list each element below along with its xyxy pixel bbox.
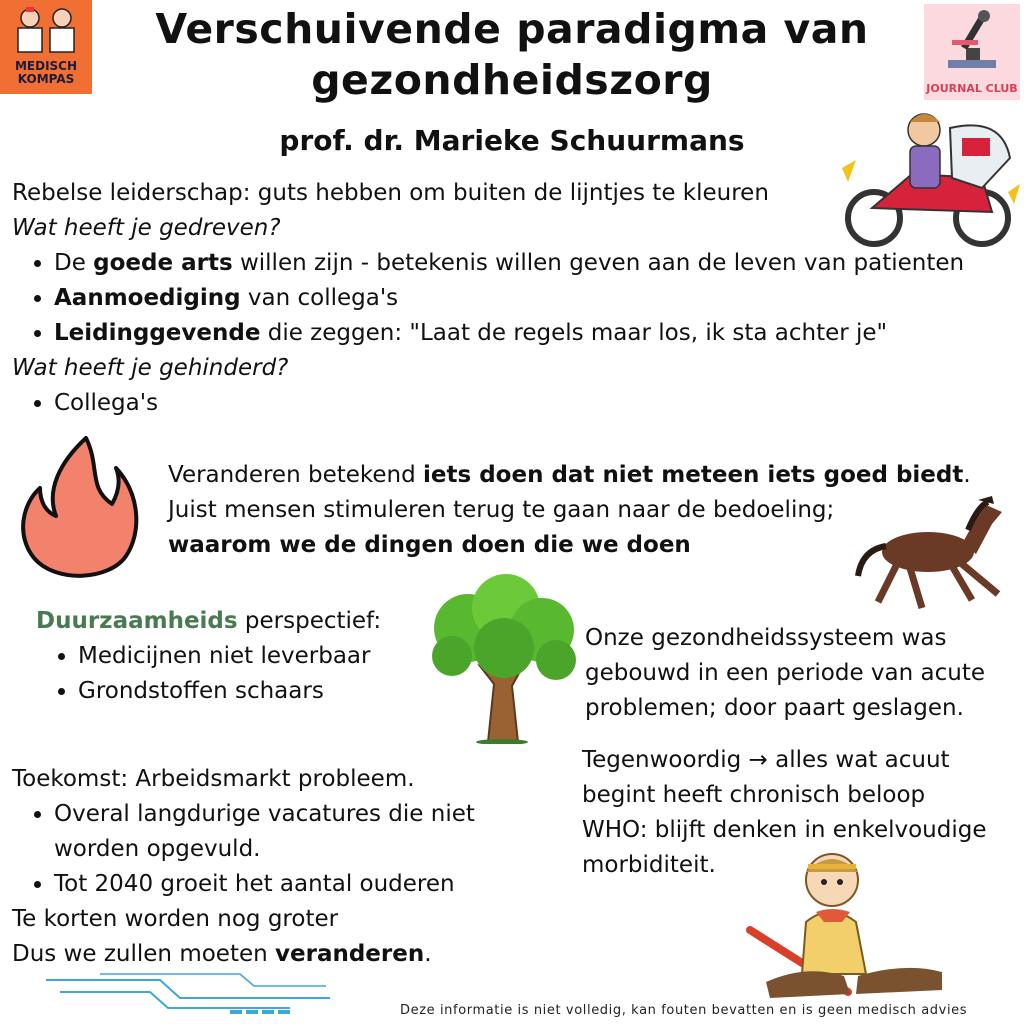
leadership-section xyxy=(12,176,964,421)
change-line-3 xyxy=(168,528,971,563)
sustainability-item: • Grondstoffen schaars xyxy=(78,674,381,709)
sustainability-list xyxy=(36,639,381,709)
hindered-question: Wat heeft je gehinderd? xyxy=(12,355,289,381)
system-section xyxy=(585,621,985,726)
logo-left-line1: MEDISCH xyxy=(14,59,78,73)
page-title xyxy=(110,4,914,106)
driven-item-post: van collega's xyxy=(240,285,399,311)
monkey-king-illustration xyxy=(746,842,952,1002)
change-line-2: Juist mensen stimuleren terug te gaan naar de bedoeling; xyxy=(168,497,835,523)
driven-item xyxy=(54,281,964,316)
hindered-item: • Collega's xyxy=(54,386,964,421)
future-change-post: . xyxy=(424,941,432,967)
title-line-1: Verschuivende paradigma van xyxy=(155,5,869,53)
tree-illustration xyxy=(422,574,582,744)
future-section xyxy=(12,762,475,972)
flame-icon xyxy=(16,432,140,586)
logo-left-line2: KOMPAS xyxy=(17,72,75,86)
sustainability-item: • Medicijnen niet leverbaar xyxy=(78,639,381,674)
driven-item xyxy=(54,246,964,281)
leadership-intro: Rebelse leiderschap: guts hebben om buiten de lijntjes te kleuren xyxy=(12,180,769,206)
future-item xyxy=(54,797,475,867)
title-line-2: gezondheidszorg xyxy=(311,56,713,104)
change-line-1-bold: iets doen dat niet meteen iets goed biedt xyxy=(423,462,964,488)
hindered-list xyxy=(12,386,964,421)
medisch-kompas-logo xyxy=(0,0,92,94)
change-section xyxy=(168,458,971,563)
sustainability-heading xyxy=(36,604,381,639)
future-item-line: worden opgevuld. xyxy=(54,836,261,862)
circuit-decoration xyxy=(40,968,336,1020)
future-change xyxy=(12,937,475,972)
change-line-1-post: . xyxy=(963,462,971,488)
driven-item xyxy=(54,316,964,351)
sustainability-section xyxy=(36,604,381,709)
future-cuts: Te korten worden nog groter xyxy=(12,906,339,932)
logo-right-text: JOURNAL CLUB xyxy=(926,82,1018,95)
change-line-1 xyxy=(168,458,971,493)
sustainability-word: Duurzaamheids xyxy=(36,608,238,634)
nowadays-line: morbiditeit. xyxy=(582,852,716,878)
future-change-bold: veranderen xyxy=(275,941,425,967)
driven-item-bold: Aanmoediging xyxy=(54,285,241,311)
nowadays-line: begint heeft chronisch beloop xyxy=(582,782,926,808)
future-item: • Tot 2040 groeit het aantal ouderen xyxy=(54,867,475,902)
doctors-icon xyxy=(10,6,82,56)
driven-item-post: die zeggen: "Laat de regels maar los, ik sta achter je" xyxy=(260,320,888,346)
future-intro: Toekomst: Arbeidsmarkt probleem. xyxy=(12,766,415,792)
system-line: Onze gezondheidssysteem was xyxy=(585,625,947,651)
system-line: problemen; door paart geslagen. xyxy=(585,695,964,721)
page-subtitle: prof. dr. Marieke Schuurmans xyxy=(279,124,745,157)
future-change-pre: Dus we zullen moeten xyxy=(12,941,276,967)
journal-club-logo xyxy=(924,4,1020,100)
driven-item-post: willen zijn - betekenis willen geven aan de leven van patienten xyxy=(232,250,965,276)
sustainability-rest: perspectief: xyxy=(237,608,382,634)
future-item-line: Overal langdurige vacatures die niet xyxy=(54,801,475,827)
footer-disclaimer: Deze informatie is niet volledig, kan fouten bevatten en is geen medisch advies xyxy=(400,1003,968,1018)
driven-list xyxy=(12,246,964,351)
driven-item-bold: goede arts xyxy=(93,250,233,276)
nowadays-line: WHO: blijft denken in enkelvoudige xyxy=(582,817,987,843)
horse-illustration xyxy=(852,490,1012,616)
driven-question: Wat heeft je gedreven? xyxy=(12,215,281,241)
driven-item-bold: Leidinggevende xyxy=(54,320,261,346)
driven-item-pre: De xyxy=(54,250,94,276)
nowadays-line: Tegenwoordig → alles wat acuut xyxy=(582,747,950,773)
future-list xyxy=(12,797,475,902)
change-line-1-pre: Veranderen betekend xyxy=(168,462,424,488)
system-line: gebouwd in een periode van acute xyxy=(585,660,985,686)
microscope-icon xyxy=(942,8,1002,74)
change-line-3-bold: waarom we de dingen doen die we doen xyxy=(168,532,691,558)
